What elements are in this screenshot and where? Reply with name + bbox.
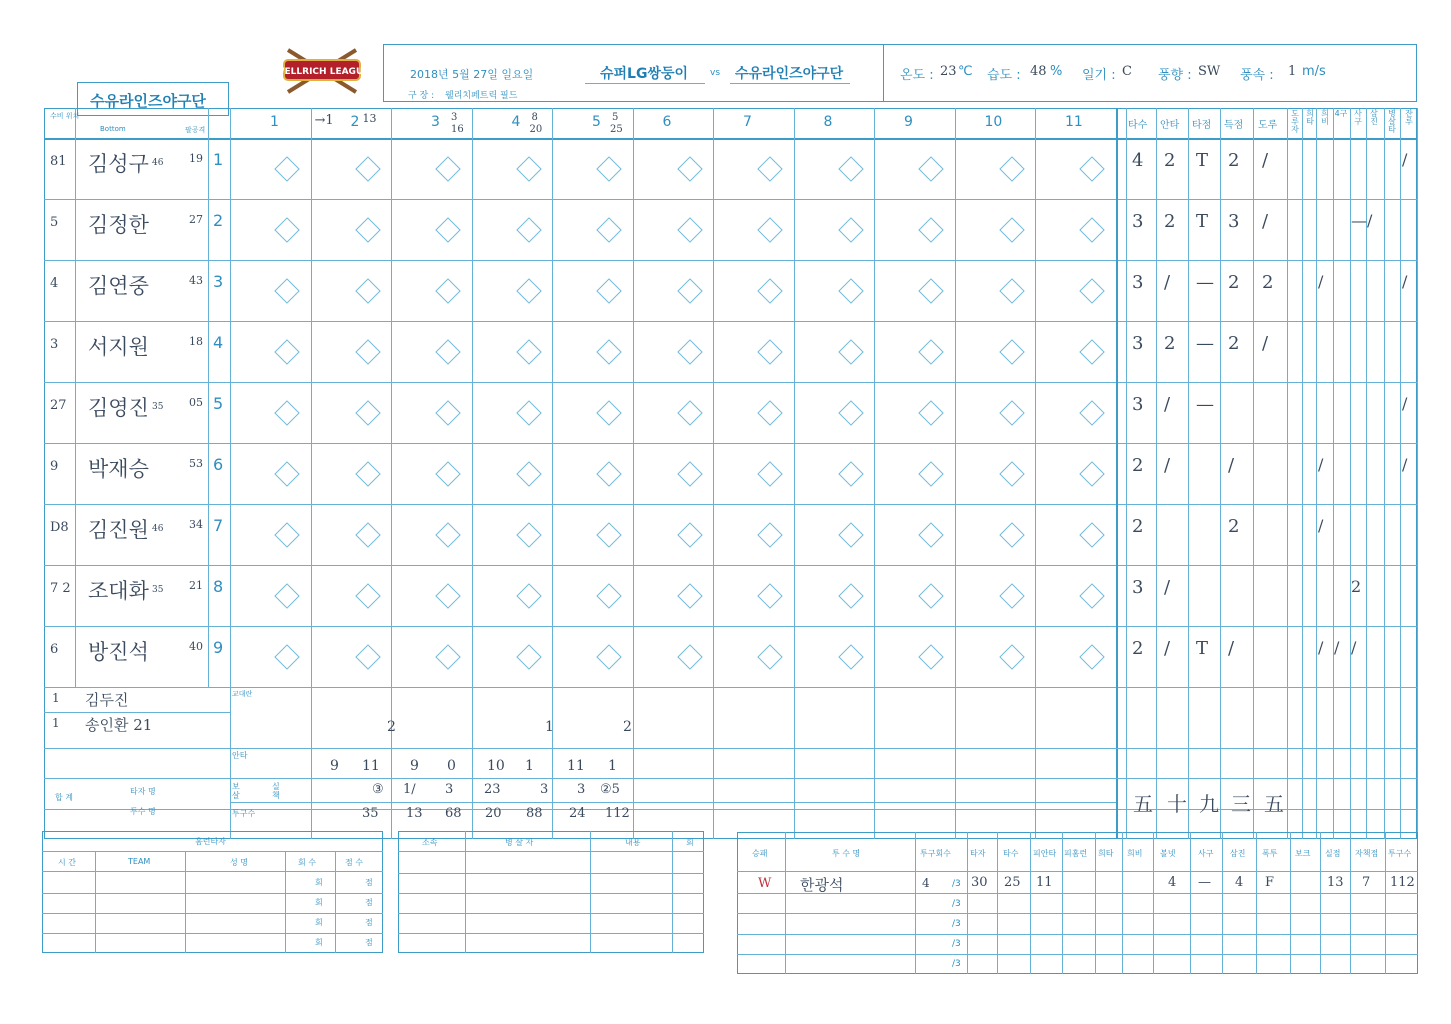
stat-2: T	[1196, 211, 1209, 232]
player-position: 4	[50, 276, 59, 291]
hits-label: 안타	[232, 751, 248, 760]
stat-1: 2	[1164, 150, 1176, 171]
tally-mark: 五	[1133, 792, 1153, 816]
hr-col-line	[95, 851, 96, 953]
runs-cell: 1	[545, 719, 554, 735]
player-position: 6	[50, 642, 59, 657]
stat-extra: /	[1318, 272, 1324, 291]
team-name: 수유라인즈야구단	[90, 92, 206, 110]
weather-value: C	[1122, 64, 1132, 79]
pitcher-col-line	[1385, 832, 1386, 974]
pitcher-hbp: —	[1198, 875, 1211, 890]
pitcher-col-header: 타수	[1003, 849, 1019, 858]
pitcher-bf: 30	[971, 875, 988, 890]
stat-2: T	[1196, 150, 1209, 171]
wind-speed-label: 풍속 :	[1240, 68, 1274, 83]
pitcher-ab: 25	[1004, 875, 1021, 890]
stat-4: /	[1262, 211, 1269, 232]
pitcher-innings-frac: /3	[952, 919, 961, 929]
lob-cell: 1/	[403, 782, 416, 797]
batting-order: 9	[213, 638, 224, 657]
humidity-unit: %	[1050, 64, 1063, 79]
player-position: 81	[50, 154, 67, 169]
sub-position: 1	[52, 691, 60, 705]
pitcher-line	[737, 934, 1418, 935]
player-name: 조대화	[88, 579, 149, 603]
pitcher-h: 11	[1036, 875, 1053, 890]
hr-line	[42, 851, 383, 852]
hr-unit-score: 점	[365, 938, 373, 947]
player-number: 19	[189, 152, 203, 165]
pitcher-np: 112	[1390, 875, 1415, 890]
pitcher-col-header: 실점	[1325, 849, 1341, 858]
dp-col-line	[590, 831, 591, 953]
dp-col-header: 회	[686, 838, 694, 847]
stat-0: 2	[1132, 455, 1144, 476]
stat-header-11: 병살타	[1388, 109, 1396, 134]
dp-line	[398, 873, 704, 874]
stat-2: T	[1196, 638, 1209, 659]
pitcher-label: 투수 명	[130, 807, 156, 816]
stat-extra: /	[1351, 638, 1357, 657]
hr-unit-score: 점	[365, 898, 373, 907]
inning-note: 8	[531, 112, 538, 123]
player-position: 3	[50, 337, 59, 352]
player-name: 박재승	[88, 457, 149, 481]
pitcher-col-line	[1320, 832, 1321, 974]
sub-position: 1	[52, 716, 60, 730]
pitcher-er: 7	[1362, 875, 1371, 890]
pitcher-col-header: 볼넷	[1160, 849, 1176, 858]
tally-mark: 五	[1264, 792, 1284, 816]
pitcher-col-header: 피홈런	[1064, 849, 1088, 858]
inning-note: 3	[451, 112, 458, 123]
pitcher-col-line	[967, 832, 968, 974]
pitcher-col-header: 투구수	[1388, 849, 1412, 858]
hits-cell: 1	[525, 758, 534, 774]
hits-cell: 9	[410, 758, 419, 774]
tally-mark: 三	[1231, 792, 1251, 816]
hr-line	[42, 871, 383, 872]
inning-note: 20	[529, 124, 543, 135]
temp-unit: ℃	[958, 64, 973, 79]
hr-col-header: 회 수	[298, 858, 316, 867]
player-position: 9	[50, 459, 59, 474]
pitcher-col-line	[1122, 832, 1123, 974]
player-position: 27	[50, 398, 67, 413]
pitcher-line	[737, 954, 1418, 955]
inning-3-header: 3	[431, 114, 440, 130]
stadium-label: 구 장 :	[408, 91, 435, 101]
stat-4: 2	[1262, 272, 1274, 293]
hr-unit-score: 점	[365, 918, 373, 927]
pitcher-innings-frac: /3	[952, 939, 961, 949]
inning-4-header: 4	[511, 114, 521, 130]
stadium-name: 웰리치페트릭 필드	[445, 91, 518, 101]
stat-header-2: 타점	[1192, 120, 1212, 131]
inning-9-header: 9	[904, 114, 913, 130]
stat-1: /	[1164, 577, 1171, 598]
player-position: D8	[50, 520, 69, 535]
hr-line	[42, 893, 383, 894]
hr-line	[42, 913, 383, 914]
inning-2-header: 2	[350, 114, 360, 130]
batter-label: 타자 명	[130, 787, 156, 796]
stat-2: —	[1196, 333, 1214, 354]
batting-order: 1	[213, 150, 224, 169]
pitcher-so: 4	[1235, 875, 1244, 890]
dp-line	[398, 913, 704, 914]
stat-1: /	[1164, 638, 1171, 659]
pitcher-col-header: 투 수 명	[832, 849, 861, 858]
lob-cell: ②5	[600, 782, 620, 797]
lob-cell: 23	[484, 782, 501, 797]
dp-line	[398, 933, 704, 934]
hr-unit-inning: 회	[315, 898, 323, 907]
stat-extra: /	[1318, 638, 1324, 657]
dp-col-header: 병 살 자	[505, 838, 534, 847]
stat-extra: 2	[1351, 577, 1362, 596]
error-label: 실책	[272, 782, 280, 800]
temp-value: 23	[940, 64, 957, 79]
stat-1: 2	[1164, 211, 1176, 232]
stat-header-7: 희비	[1321, 109, 1329, 126]
dp-col-line	[465, 831, 466, 953]
pitcher-col-line	[1290, 832, 1291, 974]
stat-header-6: 희타	[1306, 109, 1314, 126]
hr-unit-inning: 회	[315, 878, 323, 887]
pitcher-name: 한광석	[800, 876, 844, 894]
stat-1: /	[1164, 272, 1171, 293]
wind-speed-value: 1	[1288, 64, 1297, 79]
hits-cell: 1	[608, 758, 617, 774]
tally-mark: 九	[1199, 792, 1219, 816]
home-team: 수유라인즈야구단	[735, 66, 844, 82]
stat-4: /	[1262, 150, 1269, 171]
player-position: 5	[50, 215, 59, 230]
humidity-label: 습도 :	[987, 68, 1021, 83]
inning-note: 13	[362, 112, 377, 125]
wind-speed-unit: m/s	[1302, 64, 1326, 79]
sub-name: 김두진	[85, 691, 129, 709]
stat-0: 2	[1132, 516, 1144, 537]
player-number: 53	[189, 457, 203, 470]
pitcher-col-line	[997, 832, 998, 974]
pitcher-col-header: 희타	[1098, 849, 1114, 858]
inning-8-header: 8	[823, 114, 833, 130]
stat-3: 3	[1228, 211, 1240, 232]
player-name: 김정한	[88, 213, 149, 237]
inning-note: 16	[451, 124, 464, 135]
hr-line	[42, 933, 383, 934]
lob-cell: ③	[372, 782, 384, 797]
stat-extra: /	[1318, 455, 1324, 474]
pitcher-wp: F	[1265, 875, 1275, 890]
pitch-count-cell: 13	[406, 806, 423, 821]
stat-header-0: 타수	[1128, 120, 1148, 131]
lob-cell: 3	[445, 782, 454, 797]
batting-order: 7	[213, 516, 224, 535]
player-number: 40	[189, 640, 203, 653]
pitch-count-cell: 88	[526, 806, 543, 821]
pitcher-col-line	[1062, 832, 1063, 974]
dp-col-header: 내용	[625, 838, 641, 847]
pitcher-innings-frac: /3	[952, 899, 961, 909]
player-name: 김성구	[88, 152, 149, 176]
stat-extra: /	[1402, 272, 1408, 291]
sub-label: 교대란	[232, 690, 253, 698]
hr-unit-inning: 회	[315, 918, 323, 927]
lob-cell: 3	[540, 782, 549, 797]
inning-6-header: 6	[662, 114, 672, 130]
player-name: 서지원	[88, 335, 149, 359]
player-number: 43	[189, 274, 203, 287]
dp-line	[398, 893, 704, 894]
pitch-count-cell: 35	[362, 806, 379, 821]
pitcher-col-header: 피안타	[1033, 849, 1057, 858]
hr-col-line	[335, 851, 336, 953]
tally-mark: 十	[1167, 792, 1187, 816]
stat-header-1: 안타	[1160, 120, 1180, 131]
wind-dir-label: 풍향 :	[1158, 68, 1192, 83]
temp-label: 온도 :	[900, 68, 934, 83]
player-sub: 35	[152, 585, 164, 595]
lob-cell: 3	[577, 782, 586, 797]
pitcher-col-header: 타자	[970, 849, 986, 858]
stat-0: 3	[1132, 333, 1144, 354]
stat-3: /	[1228, 455, 1235, 476]
hr-unit-inning: 회	[315, 938, 323, 947]
lob-label: 보살	[232, 782, 240, 800]
stat-extra: /	[1402, 455, 1408, 474]
avg-header: 팔공격	[185, 126, 206, 134]
pitcher-col-line	[1256, 832, 1257, 974]
pitcher-col-header: 투구회수	[920, 849, 951, 858]
pitch-count-cell: 112	[605, 806, 630, 821]
player-number: 05	[189, 396, 203, 409]
pitcher-result: W	[758, 876, 772, 891]
hr-col-line	[285, 851, 286, 953]
stat-extra: /	[1402, 394, 1408, 413]
stat-extra: /	[1334, 638, 1340, 657]
pitcher-col-header: 보크	[1295, 849, 1311, 858]
dp-col-line	[672, 831, 673, 953]
pitch-count-cell: 68	[445, 806, 462, 821]
pitcher-col-line	[915, 832, 916, 974]
player-number: 21	[189, 579, 203, 592]
pitch-count-cell: 24	[569, 806, 586, 821]
stat-0: 2	[1132, 638, 1144, 659]
pitcher-innings-frac: /3	[952, 879, 961, 889]
weather-label: 일기 :	[1082, 68, 1116, 83]
player-sub: 35	[152, 402, 164, 412]
stat-2: —	[1196, 272, 1214, 293]
pitcher-col-line	[785, 832, 786, 974]
away-team: 슈퍼LG쌍둥이	[600, 66, 689, 82]
stat-4: /	[1262, 333, 1269, 354]
stat-header-3: 득점	[1224, 120, 1244, 131]
dp-col-header: 소속	[422, 838, 438, 847]
player-number: 34	[189, 518, 203, 531]
game-date: 2018년 5월 27일 일요일	[410, 68, 534, 81]
stat-0: 3	[1132, 394, 1144, 415]
stat-2: —	[1196, 394, 1214, 415]
player-sub: 46	[152, 158, 164, 168]
hits-cell: 11	[362, 758, 380, 774]
runs-cell: 2	[387, 719, 396, 735]
stat-3: 2	[1228, 150, 1240, 171]
dp-line	[398, 851, 704, 852]
stat-3: /	[1228, 638, 1235, 659]
inning-note: →1	[314, 113, 334, 128]
hr-col-header: 점 수	[345, 858, 363, 867]
player-sub: 46	[152, 524, 164, 534]
vs-label: vs	[710, 68, 721, 78]
stat-header-9: 사구	[1354, 109, 1362, 126]
runs-cell: 2	[623, 719, 632, 735]
pitcher-col-line	[1153, 832, 1154, 974]
stat-header-10: 삼진	[1370, 109, 1378, 126]
stat-extra: —/	[1351, 211, 1373, 230]
player-name: 김진원	[88, 518, 149, 542]
pitcher-bb: 4	[1168, 875, 1177, 890]
stat-0: 3	[1132, 577, 1144, 598]
inning-note: 25	[610, 124, 623, 135]
inning-11-header: 11	[1065, 114, 1083, 130]
stat-1: 2	[1164, 333, 1176, 354]
pitcher-col-header: 자책점	[1355, 849, 1379, 858]
player-number: 18	[189, 335, 203, 348]
hits-cell: 10	[487, 758, 505, 774]
pitcher-col-header: 폭투	[1262, 849, 1278, 858]
pitcher-col-header: 희비	[1127, 849, 1143, 858]
hr-title: 홈런타자	[195, 837, 226, 846]
stat-1: /	[1164, 394, 1171, 415]
pitcher-col-header: 승패	[752, 849, 768, 858]
hits-cell: 9	[330, 758, 339, 774]
pitcher-col-line	[1350, 832, 1351, 974]
player-position: 7 2	[50, 581, 71, 596]
pitcher-innings-frac: /3	[952, 959, 961, 969]
hits-cell: 11	[567, 758, 585, 774]
stat-0: 3	[1132, 211, 1144, 232]
pitcher-line	[737, 871, 1418, 872]
hr-col-header: TEAM	[128, 857, 151, 866]
stat-extra: /	[1402, 150, 1408, 169]
pitcher-col-line	[1222, 832, 1223, 974]
batting-order: 3	[213, 272, 224, 291]
pitcher-col-header: 삼진	[1230, 849, 1246, 858]
logo-text: WELLRICH LEAGUE	[274, 67, 370, 77]
stat-header-8: 4구	[1334, 109, 1348, 118]
dp-table	[398, 831, 704, 953]
hr-col-header: 시 간	[58, 858, 76, 867]
pitcher-line	[737, 913, 1418, 914]
player-name: 김연중	[88, 274, 149, 298]
totals-label: 합 계	[55, 793, 73, 802]
pitch-count-label: 투구수	[232, 809, 256, 818]
humidity-value: 48	[1030, 64, 1047, 79]
stat-0: 3	[1132, 272, 1144, 293]
pitcher-innings: 4	[922, 876, 930, 890]
wind-dir-value: SW	[1198, 64, 1221, 79]
hr-col-header: 성 명	[230, 858, 248, 867]
player-number: 27	[189, 213, 203, 226]
inning-10-header: 10	[984, 114, 1003, 130]
stat-0: 4	[1132, 150, 1144, 171]
pitcher-col-header: 사구	[1198, 849, 1214, 858]
stat-3: 2	[1228, 333, 1240, 354]
player-name: 방진석	[88, 640, 149, 664]
pitch-count-cell: 20	[485, 806, 502, 821]
hr-col-line	[185, 851, 186, 953]
batting-order: 5	[213, 394, 224, 413]
player-name: 김영진	[88, 396, 149, 420]
pitcher-col-line	[1095, 832, 1096, 974]
pitcher-col-line	[1190, 832, 1191, 974]
batting-order: 2	[213, 211, 224, 230]
stat-header-12: 잔루	[1405, 109, 1413, 126]
side-label: Bottom	[100, 125, 126, 133]
batting-order: 6	[213, 455, 224, 474]
stat-extra: /	[1318, 516, 1324, 535]
hr-table	[42, 831, 383, 953]
hr-unit-score: 점	[365, 878, 373, 887]
stat-header-5: 도루자	[1291, 109, 1299, 134]
pitcher-r: 13	[1327, 875, 1344, 890]
stat-3: 2	[1228, 272, 1240, 293]
sub-name: 송인환 21	[85, 716, 153, 734]
stat-header-4: 도루	[1258, 120, 1278, 131]
inning-7-header: 7	[743, 114, 752, 130]
stat-3: 2	[1228, 516, 1240, 537]
inning-1-header: 1	[270, 114, 279, 130]
batting-order: 4	[213, 333, 224, 352]
hits-cell: 0	[447, 758, 456, 774]
stat-1: /	[1164, 455, 1171, 476]
batting-order: 8	[213, 577, 224, 596]
pos-header: 수비 위치	[50, 112, 80, 120]
pitcher-col-line	[1030, 832, 1031, 974]
inning-note: 5	[612, 112, 619, 123]
inning-5-header: 5	[592, 114, 601, 130]
